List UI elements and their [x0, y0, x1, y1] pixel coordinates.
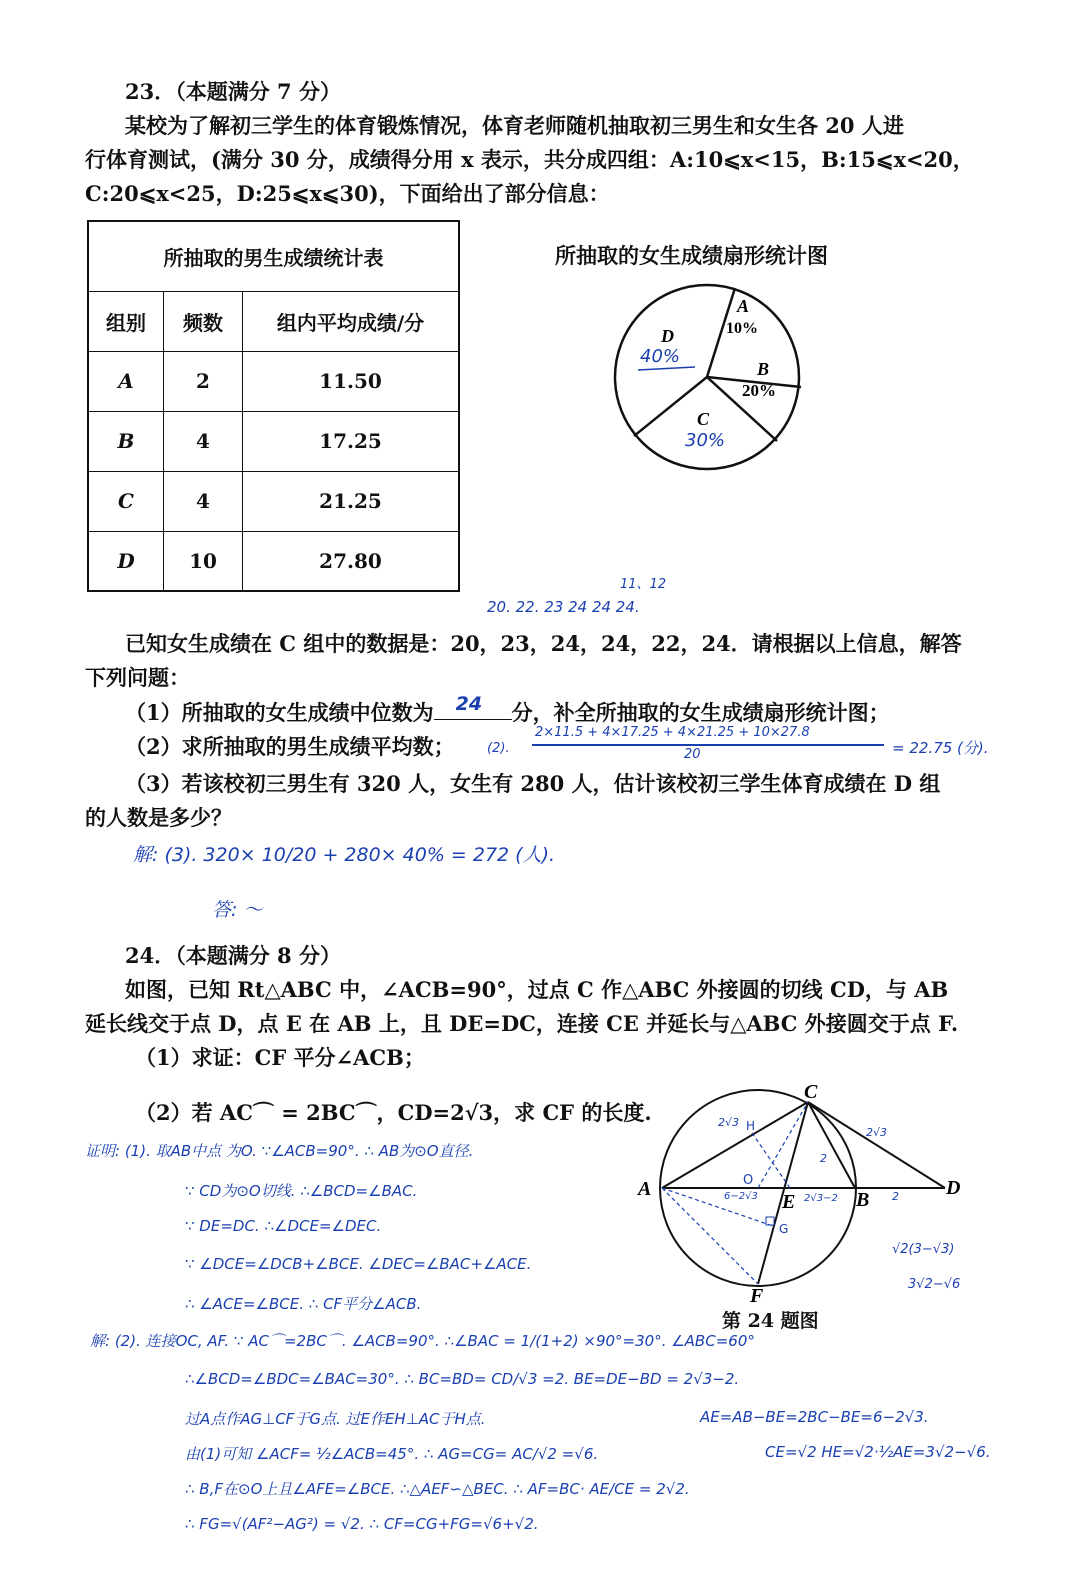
label-b: B [856, 1189, 870, 1211]
q24-line1: 如图，已知 Rt△ABC 中，∠ACB=90°，过点 C 作△ABC 外接圆的切线 CD，与 AB [125, 977, 949, 1002]
q24-part2: （2）若 AC⌒ = 2BC⌒，CD=2√3，求 CF 的长度. [135, 1100, 652, 1125]
median-answer: 24 [455, 693, 483, 715]
table-cell-avg: 21.25 [243, 471, 460, 531]
pie-title: 所抽取的女生成绩扇形统计图 [555, 243, 828, 268]
table-caption: 所抽取的男生成绩统计表 [88, 221, 459, 291]
q23-answer: 答: ～ [212, 899, 263, 921]
known-line2: 下列问题： [85, 665, 190, 690]
q23-part1-pre: （1）所抽取的女生成绩中位数为 [125, 700, 434, 725]
label-o: O [743, 1173, 754, 1188]
proof-line: ∵ CD为⊙O切线. ∴∠BCD=∠BAC. [185, 1182, 418, 1200]
line-oc-handwritten [758, 1102, 808, 1188]
table-row [88, 531, 459, 591]
female-pie-chart [605, 280, 810, 475]
line-cd [808, 1102, 945, 1188]
pie-label-c: C [697, 409, 710, 429]
annot-side-1: √2(3−√3) [892, 1242, 955, 1257]
annot-bd: 2 [892, 1190, 899, 1203]
label-a: A [638, 1178, 652, 1200]
annot-eb: 2√3−2 [804, 1193, 838, 1204]
q23-intro-line2: 行体育测试，(满分 30 分，成绩得分用 x 表示，共分成四组：A:10⩽x<15，B:15⩽x<20， [85, 147, 974, 172]
q24-part1: （1）求证：CF 平分∠ACB； [135, 1045, 425, 1070]
solution-line: CE=√2 HE=√2·½AE=3√2−√6. [765, 1443, 991, 1461]
solution-line: ∴ B,F在⊙O上且∠AFE=∠BCE. ∴△AEF∽△BEC. ∴ AF=BC· AE/CE = 2√2. [185, 1480, 690, 1498]
solution-line: ∴∠BCD=∠BDC=∠BAC=30°. ∴ BC=BD= CD/√3 =2. BE=DE−BD = 2√3−2. [185, 1370, 740, 1388]
solution-line: 解: (2). 连接OC, AF. ∵ AC⌒=2BC⌒. ∠ACB=90°. ∴∠BAC = 1/(1+2) ×90°=30°. ∠ABC=60° [90, 1332, 755, 1350]
q24-line2: 延长线交于点 D，点 E 在 AB 上，且 DE=DC，连接 CE 并延长与△ABC 外接圆交于点 F. [85, 1011, 959, 1036]
pie-label-d: D [661, 326, 674, 346]
label-g: G [779, 1222, 789, 1236]
pie-label-b: B [757, 359, 770, 379]
pie-label-a: A [737, 296, 750, 316]
label-h: H [746, 1119, 756, 1133]
solution-line: 过A点作AG⊥CF于G点. 过E作EH⊥AC于H点. [185, 1410, 486, 1428]
q24-figure [630, 1078, 975, 1328]
q2-answer-numerator: 2×11.5 + 4×17.25 + 4×21.25 + 10×27.8 [535, 725, 810, 740]
annot-cd: 2√3 [866, 1126, 888, 1139]
proof-line: ∴ ∠ACE=∠BCE. ∴ CF平分∠ACB. [185, 1295, 422, 1313]
q23-intro-line3: C:20⩽x<25，D:25⩽x⩽30)，下面给出了部分信息： [85, 181, 610, 206]
pie-pct-b: 20% [742, 381, 776, 400]
table-row [88, 351, 459, 411]
line-af-handwritten [662, 1188, 758, 1284]
table-cell-avg: 11.50 [243, 351, 460, 411]
solution-line: 由(1)可知 ∠ACF= ½∠ACB=45°. ∴ AG=CG= AC/√2 =√6. [185, 1445, 599, 1463]
q23-solution3: 解: (3). 320× 10/20 + 280× 40% = 272 (人). [133, 844, 556, 866]
table-cell-freq: 10 [164, 531, 243, 591]
note-sort: 20. 22. 23 24 24 24. [487, 598, 640, 616]
table-row [88, 471, 459, 531]
q2-fraction-bar [532, 744, 884, 746]
proof-line: ∵ DE=DC. ∴∠DCE=∠DEC. [185, 1217, 382, 1235]
q23-header: 23．（本题满分 7 分） [125, 79, 341, 104]
annot-cb: 2 [820, 1152, 827, 1165]
label-f: F [750, 1285, 764, 1307]
annot-ac: 2√3 [718, 1116, 740, 1129]
q23-part3-line2: 的人数是多少？ [85, 805, 232, 830]
q23-part1 [125, 693, 890, 727]
label-e: E [782, 1191, 796, 1213]
table-row [88, 411, 459, 471]
table-header-avg: 组内平均成绩/分 [243, 291, 460, 351]
right-angle-g [766, 1217, 774, 1225]
q2-answer-denominator: 20 [684, 747, 701, 762]
table-cell-group: C [88, 471, 164, 531]
table-cell-group: A [88, 351, 164, 411]
line-eh-handwritten [752, 1133, 790, 1188]
male-score-table [87, 220, 460, 592]
figure-caption: 第 24 题图 [722, 1310, 819, 1332]
proof-line: ∵ ∠DCE=∠DCB+∠BCE. ∠DEC=∠BAC+∠ACE. [185, 1255, 532, 1273]
q2-answer-prefix: (2). [487, 741, 510, 756]
q23-part3-line1: （3）若该校初三男生有 320 人，女生有 280 人，估计该校初三学生体育成绩在 D 组 [125, 771, 941, 796]
line-cb [808, 1102, 855, 1188]
table-cell-freq: 4 [164, 411, 243, 471]
median-blank [434, 693, 512, 720]
table-cell-group: B [88, 411, 164, 471]
annot-side-2: 3√2−√6 [908, 1277, 961, 1292]
table-cell-avg: 17.25 [243, 411, 460, 471]
label-d: D [946, 1177, 961, 1199]
pie-pct-a: 10% [726, 320, 758, 337]
label-c: C [804, 1081, 818, 1103]
q24-header: 24．（本题满分 8 分） [125, 943, 341, 968]
table-cell-group: D [88, 531, 164, 591]
q23-part2: （2）求所抽取的男生成绩平均数； [125, 734, 455, 759]
annot-ae: 6−2√3 [724, 1191, 758, 1202]
pie-pct-d-handwritten: 40% [640, 346, 681, 367]
q2-answer-result: = 22.75 (分). [892, 739, 989, 757]
solution-line: ∴ FG=√(AF²−AG²) = √2. ∴ CF=CG+FG=√6+√2. [185, 1515, 539, 1533]
table-header-freq: 频数 [164, 291, 243, 351]
pie-pct-c-handwritten: 30% [685, 430, 726, 451]
table-cell-avg: 27.80 [243, 531, 460, 591]
table-cell-freq: 4 [164, 471, 243, 531]
q23-intro-line1: 某校为了解初三学生的体育锻炼情况，体育老师随机抽取初三男生和女生各 20 人进 [125, 113, 904, 138]
line-ac [662, 1102, 808, 1188]
note-sort-top: 11、12 [620, 577, 667, 592]
solution-line: AE=AB−BE=2BC−BE=6−2√3. [700, 1408, 929, 1426]
q23-part1-post: 分，补全所抽取的女生成绩扇形统计图； [511, 700, 890, 725]
proof-line: 证明: (1). 取AB中点 为O. ∵∠ACB=90°. ∴ AB为⊙O直径. [85, 1142, 474, 1160]
table-cell-freq: 2 [164, 351, 243, 411]
known-line1: 已知女生成绩在 C 组中的数据是：20，23，24，24，22，24．请根据以上信息，解答 [125, 631, 962, 656]
table-header-group: 组别 [88, 291, 164, 351]
